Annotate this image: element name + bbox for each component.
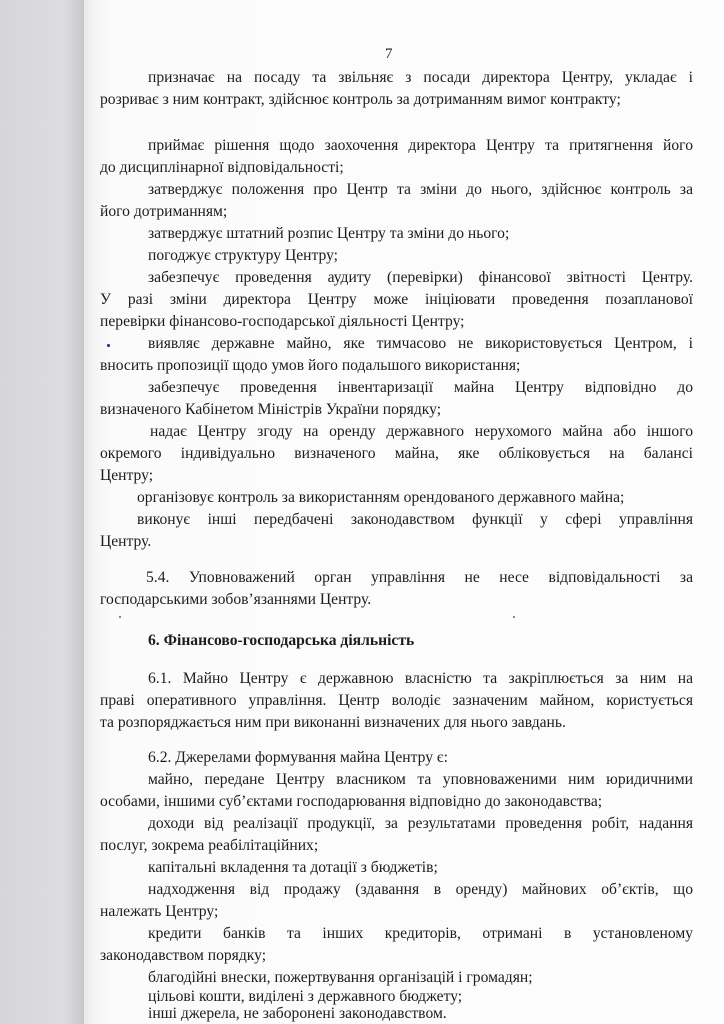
text-line: кредити банків та інших кредиторів, отримані в установленому (148, 925, 693, 942)
text-line: майно, передане Центру власником та уповноваженими ним юридичними (148, 771, 693, 788)
text-line: затверджує положення про Центр та зміни до нього, здійснює контроль за (148, 181, 693, 198)
text-line: перевірки фінансово-господарської діяльності Центру; (100, 313, 465, 330)
text-line: цільові кошти, виділені з державного бюджету; (148, 988, 463, 1005)
text-line: послуг, зокрема реабілітаційних; (100, 837, 319, 854)
text-line: належать Центру; (100, 903, 219, 920)
scan-speck (513, 616, 515, 618)
text-line: 5.4. Уповноважений орган управління не несе відповідальності за (146, 569, 693, 586)
text-line: капітальні вкладення та дотації з бюджетів; (148, 859, 438, 876)
text-line: призначає на посаду та звільняє з посади директора Центру, укладає і (148, 69, 693, 86)
text-line: його дотриманням; (100, 203, 228, 220)
text-line: та розпоряджається ним при виконанні визначених для нього завдань. (100, 714, 566, 731)
text-line: Центру. (100, 533, 152, 550)
text-line: праві оперативного управління. Центр володіє зазначеним майном, користується (100, 692, 693, 709)
text-line: погоджує структуру Центру; (148, 247, 339, 264)
text-line: виконує інші передбачені законодавством функції у сфері управління (137, 511, 693, 528)
text-line: приймає рішення щодо заохочення директора Центру та притягнення його (148, 137, 693, 154)
text-line: виявляє державне майно, яке тимчасово не використовується Центром, і (148, 335, 693, 352)
text-line: благодійні внески, пожертвування організацій і громадян; (148, 969, 533, 986)
text-line: У разі зміни директора Центру може ініціювати проведення позапланової (100, 291, 693, 308)
text-line: надходження від продажу (здавання в оренду) майнових об’єктів, що (148, 881, 693, 898)
text-line: затверджує штатний розпис Центру та зміни до нього; (148, 225, 510, 242)
scan-speck (119, 616, 121, 618)
text-line: надає Центру згоду на оренду державного нерухомого майна або іншого (150, 423, 693, 440)
text-line: організовує контроль за використанням орендованого державного майна; (137, 489, 625, 506)
text-line: вносить пропозиції щодо умов його подальшого використання; (100, 357, 521, 374)
text-line: визначеного Кабінетом Міністрів України порядку; (100, 401, 442, 418)
text-line: особами, іншими суб’єктами господарювання відповідно до законодавства; (100, 793, 603, 810)
text-line: розриває з ним контракт, здійснює контроль за дотриманням вимог контракту; (100, 91, 621, 108)
text-line: забезпечує проведення інвентаризації майна Центру відповідно до (148, 379, 693, 396)
text-line: законодавством порядку; (100, 947, 267, 964)
text-line: до дисциплінарної відповідальності; (100, 159, 344, 176)
page-number: 7 (385, 46, 393, 62)
text-line: господарськими зобов’язаннями Центру. (100, 591, 372, 608)
ink-mark (107, 344, 110, 347)
text-line: забезпечує проведення аудиту (перевірки) фінансової звітності Центру. (148, 269, 693, 286)
scan-left-margin (0, 0, 84, 1024)
section-heading: 6. Фінансово-господарська діяльність (148, 632, 415, 649)
text-line: 6.2. Джерелами формування майна Центру є: (148, 749, 448, 766)
text-line: інші джерела, не заборонені законодавством. (148, 1005, 447, 1022)
text-line: Центру; (100, 467, 154, 484)
text-line: окремого індивідуально визначеного майна, яке обліковується на балансі (100, 445, 693, 462)
text-line: 6.1. Майно Центру є державною власністю та закріплюється за ним на (148, 670, 693, 687)
text-line: доходи від реалізації продукції, за результатами проведення робіт, надання (148, 815, 693, 832)
